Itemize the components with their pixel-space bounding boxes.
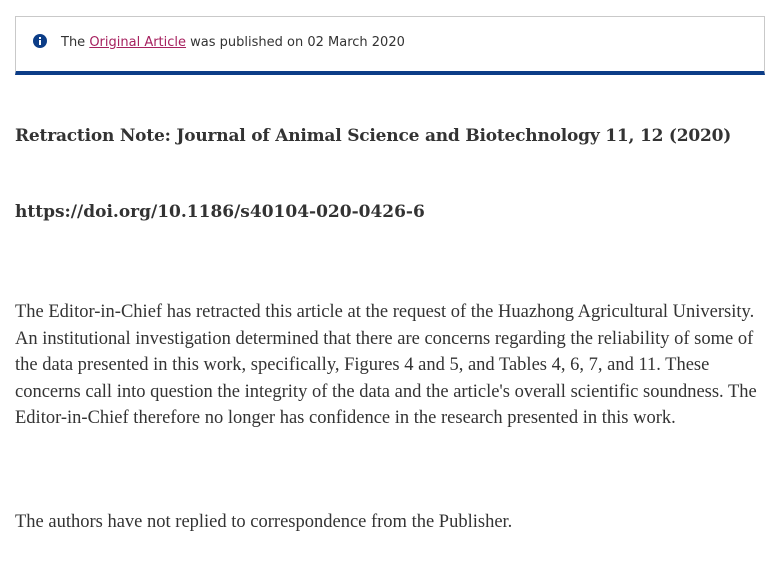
notice-prefix: The bbox=[61, 35, 90, 50]
original-article-link[interactable]: Original Article bbox=[89, 35, 187, 50]
notice-text bbox=[61, 35, 405, 51]
author-response-paragraph: The authors have not replied to correspondence from the Publisher. bbox=[15, 512, 513, 532]
doi-link[interactable]: https://doi.org/10.1186/s40104-020-0426-6 bbox=[15, 202, 425, 222]
info-icon bbox=[33, 34, 47, 48]
notice-suffix: was published on 02 March 2020 bbox=[186, 35, 405, 50]
retraction-body-paragraph: The Editor-in-Chief has retracted this article at the request of the Huazhong Agricultural University. An institutional investigation determined that there are concerns regarding the reliability of some of the data presented in this work, specifically, Figures 4 and 5, and Tables 4, 6, 7, and 11. These concerns call into question the integrity of the data and the article's overall scientific soundness. The Editor-in-Chief therefore no longer has confidence in the research presented in this work. bbox=[15, 302, 757, 428]
original-article-notice bbox=[15, 16, 765, 75]
retraction-title: Retraction Note: Journal of Animal Science and Biotechnology 11, 12 (2020) bbox=[15, 126, 732, 146]
